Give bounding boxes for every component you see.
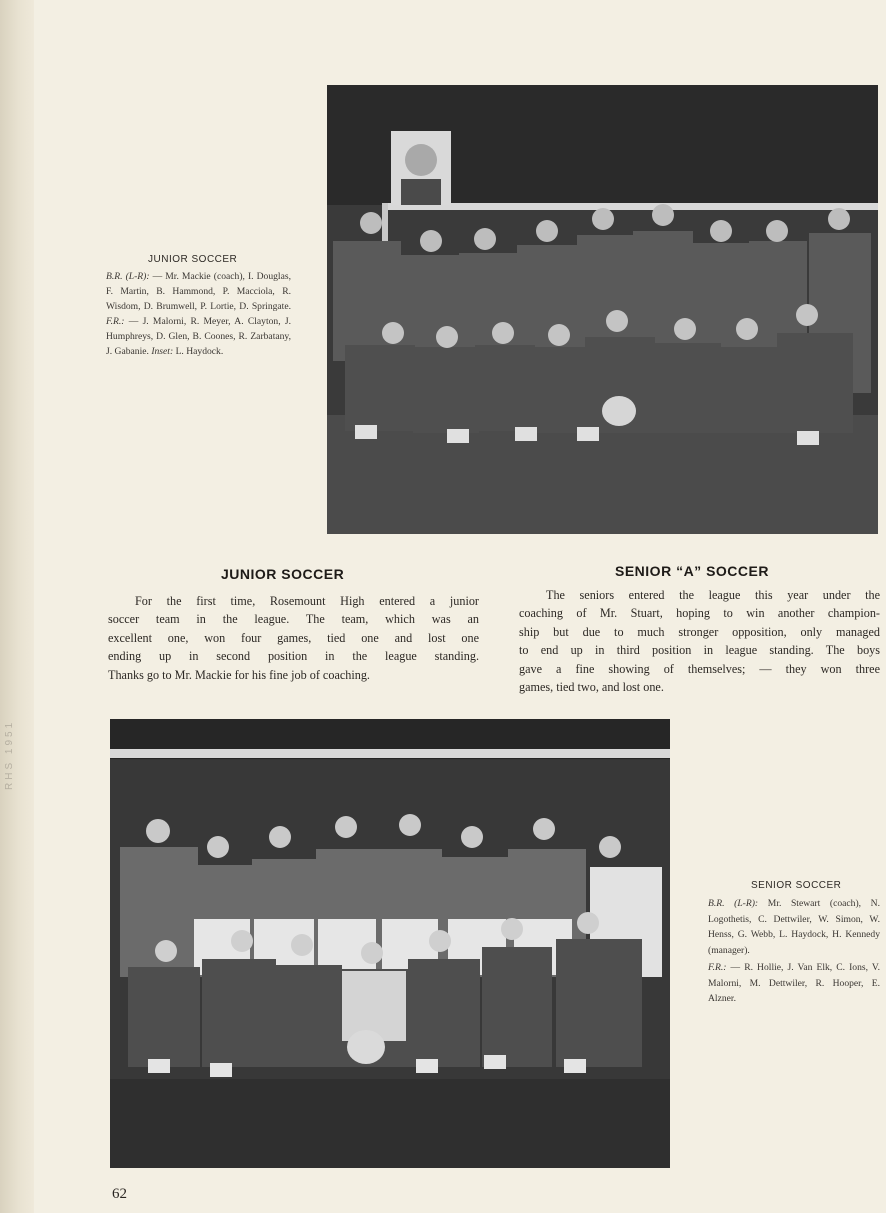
senior-caption-fr-names: — R. Hollie, J. Van Elk, C. Ions, V. Malorni, M. Dettwiler, R. Hooper, E. Alzner. xyxy=(708,962,880,1004)
junior-caption-title: JUNIOR SOCCER xyxy=(148,254,238,265)
senior-caption-title: SENIOR SOCCER xyxy=(751,880,842,891)
senior-paragraph-line: to end up in third position in league standing. The boys xyxy=(519,643,880,658)
junior-photo-drawing xyxy=(327,85,878,534)
soccer-ball xyxy=(347,1030,385,1064)
senior-soccer-team-photo xyxy=(110,719,670,1168)
senior-caption-br-names: Mr. Stewart (coach), N. Logothetis, C. Dettwiler, W. Simon, W. Henss, G. Webb, L. Haydock, H. Kennedy (manager). xyxy=(708,898,880,956)
senior-paragraph-line: ship but due to much stronger opposition, only managed xyxy=(519,624,880,639)
junior-caption-inset-name: L. Haydock. xyxy=(175,346,224,357)
junior-soccer-team-photo xyxy=(327,85,878,534)
junior-soccer-heading: JUNIOR SOCCER xyxy=(221,566,345,582)
junior-paragraph-line: soccer team in the league. The team, which was an xyxy=(108,612,479,627)
junior-caption-inset-label: Inset: xyxy=(151,346,174,357)
junior-caption-br-label: B.R. (L-R): xyxy=(106,271,150,282)
junior-caption-names xyxy=(106,269,291,359)
senior-paragraph-line: The seniors entered the league this year under the xyxy=(546,588,880,602)
senior-photo-drawing xyxy=(110,719,670,1168)
senior-soccer-paragraph xyxy=(519,586,880,696)
soccer-ball xyxy=(602,396,636,426)
senior-soccer-heading: SENIOR “A” SOCCER xyxy=(615,563,769,579)
book-binding-edge xyxy=(0,0,34,1213)
senior-caption-br-label: B.R. (L-R): xyxy=(708,898,759,909)
senior-paragraph-line: gave a fine showing of themselves; — they won three xyxy=(519,661,880,676)
senior-paragraph-line: coaching of Mr. Stuart, hoping to win another champion- xyxy=(519,606,880,621)
junior-caption-fr-names: — J. Malorni, R. Meyer, A. Clayton, J. Humphreys, D. Glen, B. Coones, R. Zarbatany, J. Gabanie. xyxy=(106,316,291,357)
junior-caption-fr-label: F.R.: xyxy=(106,316,125,327)
senior-caption-fr-block xyxy=(708,960,880,1007)
spine-text: RHS 1951 xyxy=(4,719,15,790)
junior-paragraph-line: excellent one, won four games, tied one and lost one xyxy=(108,630,479,645)
junior-caption-br-names: — Mr. Mackie (coach), I. Douglas, F. Martin, B. Hammond, P. Macciola, R. Wisdom, D. Brumwell, P. Lortie, D. Springate. xyxy=(106,271,291,312)
junior-paragraph-line: For the first time, Rosemount High entered a junior xyxy=(135,594,479,608)
junior-paragraph-line: ending up in second position in the league standing. xyxy=(108,649,479,664)
senior-caption-fr-label: F.R.: xyxy=(708,962,727,973)
senior-paragraph-line: games, tied two, and lost one. xyxy=(519,680,664,695)
junior-paragraph-line: Thanks go to Mr. Mackie for his fine job of coaching. xyxy=(108,667,370,682)
junior-soccer-paragraph xyxy=(108,592,479,684)
page-number: 62 xyxy=(112,1186,127,1202)
senior-caption-br-block xyxy=(708,896,880,958)
